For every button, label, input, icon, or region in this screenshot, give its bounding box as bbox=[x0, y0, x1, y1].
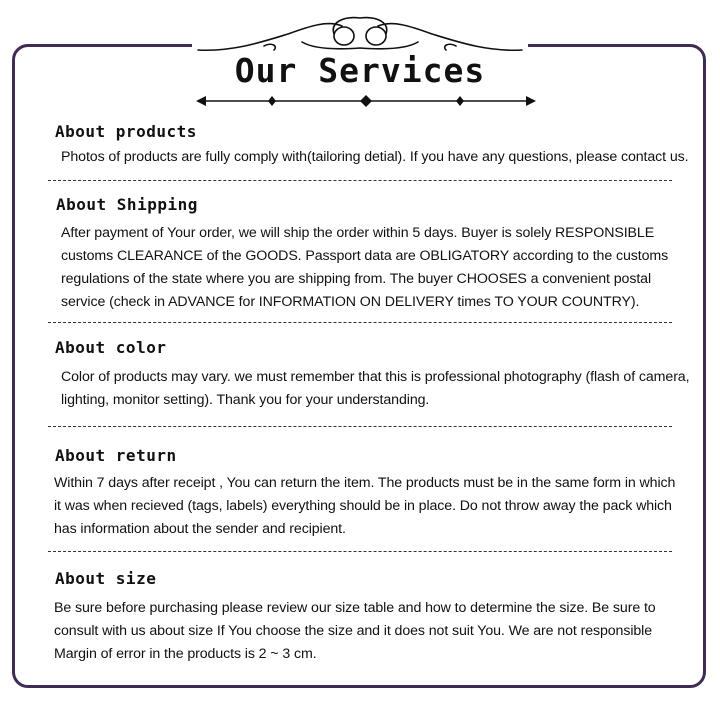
ornamental-divider-icon bbox=[196, 94, 536, 108]
section-text-color: Color of products may vary. we must remember that this is professional photography (flash of camera, lighting, monitor setting). Thank you for your understanding. bbox=[61, 369, 690, 408]
section-heading-shipping: About Shipping bbox=[56, 195, 198, 214]
dashed-divider bbox=[48, 426, 672, 427]
section-heading-products: About products bbox=[55, 122, 197, 141]
dashed-divider bbox=[48, 322, 672, 323]
section-text-return: Within 7 days after receipt , You can return the item. The products must be in the same form in which it was when recieved (tags, labels) everything should be in place. Do not throw away the pack which has information about the sender and recipient. bbox=[54, 475, 676, 537]
section-text-size: Be sure before purchasing please review our size table and how to determine the size. Be sure to consult with us about size If You choose the size and it does not suit You. We are not responsible Margin of error in the products is 2 ~ 3 cm. bbox=[54, 600, 656, 662]
section-heading-size: About size bbox=[55, 569, 157, 588]
section-text-products: Photos of products are fully comply with(tailoring detial). If you have any questions, please contact us. bbox=[61, 149, 689, 165]
dashed-divider bbox=[48, 180, 672, 181]
section-heading-return: About return bbox=[55, 446, 177, 465]
section-heading-color: About color bbox=[55, 338, 167, 357]
dashed-divider bbox=[48, 551, 672, 552]
section-text-shipping: After payment of Your order, we will ship the order within 5 days. Buyer is solely RESPONSIBLE customs CLEARANCE of the GOODS. Passport data are OBLIGATORY according to the customs regulations of the state where you are shipping from. The buyer CHOOSES a convenient postal service (check in ADVANCE for INFORMATION ON DELIVERY times TO YOUR COUNTRY). bbox=[61, 225, 669, 310]
page-title: Our Services bbox=[234, 51, 486, 90]
